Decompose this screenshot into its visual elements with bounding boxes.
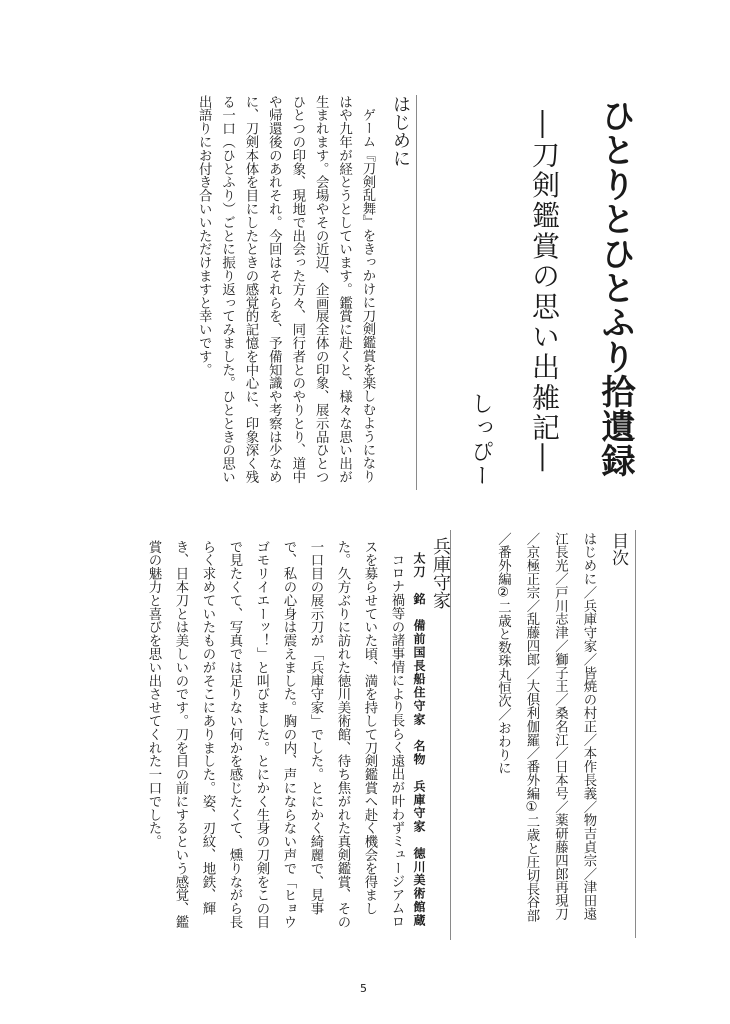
author-name: しっぴー [468,392,493,488]
text-line: ゲーム『刀剣乱舞』をきっかけに刀剣鑑賞を楽しむようになり [360,108,375,484]
section-hyogo-moriie [140,537,452,929]
section-body [140,537,410,929]
page-number: 5 [360,982,367,995]
text-line: き、日本刀とは美しいのです。刀を目の前にするという感覚、鑑 [173,540,188,929]
intro-body [192,95,379,484]
text-line: ひとつの印象、現地で出会った方々、同行者とのやりとり、道中 [289,95,305,484]
text-line: 一口目の展示刀が「兵庫守家」でした。とにかく綺麗で、見事 [308,540,323,916]
toc-line: 江長光／戸川志津／獅子王／桑名江／日本号／薬研藤四郎再現刀 [552,532,568,921]
text-line: た。久方ぶりに訪れた徳川美術館、待ち焦がれた真剣鑑賞、その [335,540,350,929]
text-line: コロナ禍等の諸事情により長らく遠出が叶わずミュージアムロ [389,553,404,929]
table-of-contents [488,532,630,922]
text-line: 賞の魅力と喜びを思い出させてくれた一口でした。 [146,540,161,849]
toc-heading: 目次 [608,532,628,566]
text-line: 生まれます。会場やその近辺、企画展全体の印象、展示品ひとつ [313,95,329,484]
text-line: スを募らせていた頃、満を持して刀剣鑑賞へ赴く機会を得まし [362,540,377,916]
text-line: に、刀剣本体を目にしたときの感覚的記憶を中心に、印象深く残 [242,95,258,484]
sword-caption: 太刀 銘 備前国長船住守家 名物 兵庫守家 徳川美術館蔵 [412,552,426,928]
text-line: 出語りにお付き合いいただけますと幸いです。 [196,95,212,377]
text-line: で見たくて、写真では足りない何かを感じたくて、燻りながら長 [227,540,242,929]
toc-line: ／京極正宗／乱藤四郎／大倶利伽羅／番外編①二歳と圧切長谷部 [524,532,539,923]
text-line: る一口（ひとふり）ごとに振り返ってみました。ひとときの思い [219,95,235,484]
toc-line: ／番外編②二歳と数珠丸恒次／おわりに [495,532,511,775]
intro-divider [416,95,417,490]
text-line: で、私の心身は震えました。胸の内、声にならない声で「ヒョウ [281,540,296,929]
text-line: らく求めていたものがそこにありました。姿、刃紋、地鉄、輝 [200,540,215,916]
toc-body [488,532,602,922]
section-heading: 兵庫守家 [430,537,451,609]
text-line: や帰還後のあれそれ。今回はそれらを、予備知識や考察は少なめ [266,95,282,484]
text-line: はや九年が経とうとしています。鑑賞に赴くと、様々な思い出が [336,95,352,484]
document-title: ひとりとひとふり拾遺録 [595,98,635,478]
document-subtitle: ―刀剣鑑賞の思い出雑記― [528,110,561,474]
intro-section [192,95,412,484]
intro-heading: はじめに [390,95,411,167]
toc-divider [635,530,636,938]
toc-line: はじめに／兵庫守家／皆焼の村正／本作長義／物吉貞宗／津田遠 [581,532,596,921]
text-line: ゴモリイエーッ！」と叫びました。とにかく生身の刀剣をこの目 [254,540,269,929]
